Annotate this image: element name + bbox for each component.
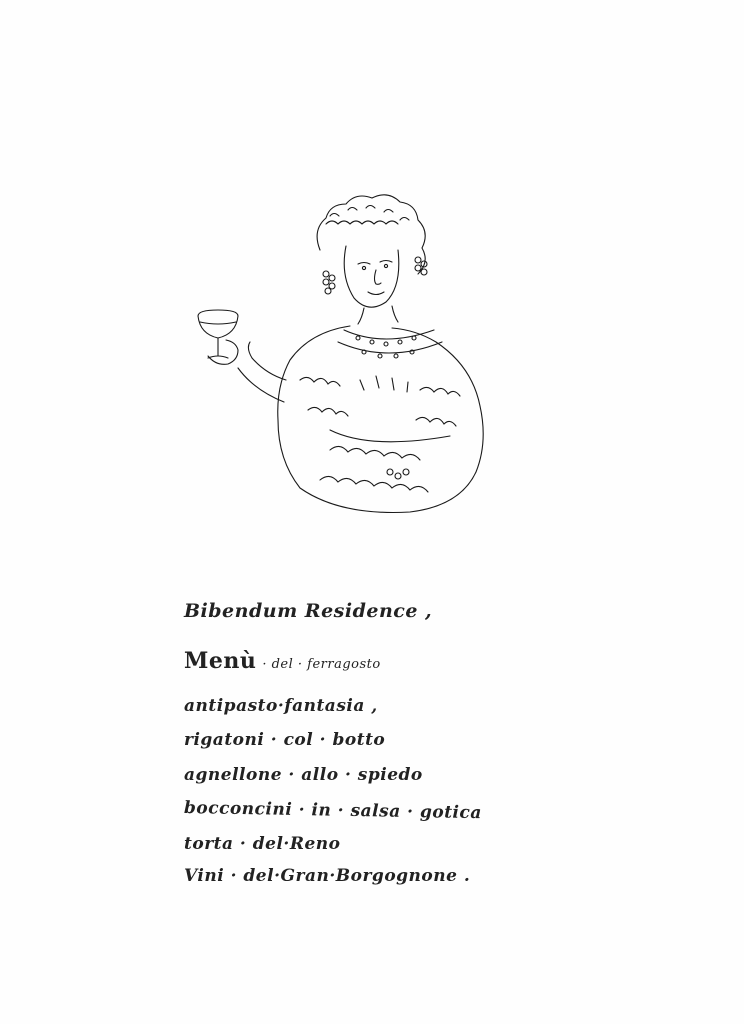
dish-item: Vini · del·Gran·Borgognone .: [184, 866, 471, 886]
menu-heading-rest: · del · ferragosto: [262, 657, 381, 672]
dish-item: bocconcini · in · salsa · gotica: [183, 798, 483, 824]
woman-toasting-illustration-icon: [180, 180, 530, 530]
dish-item: rigatoni · col · botto: [184, 730, 386, 750]
residence-title: Bibendum Residence ,: [184, 600, 433, 622]
menu-heading-initial: Menù: [184, 648, 257, 674]
dish-item: agnellone · allo · spiedo: [184, 765, 423, 785]
dish-item: torta · del·Reno: [184, 834, 341, 854]
menu-heading: [184, 648, 381, 674]
dish-item: antipasto·fantasia ,: [184, 696, 378, 716]
